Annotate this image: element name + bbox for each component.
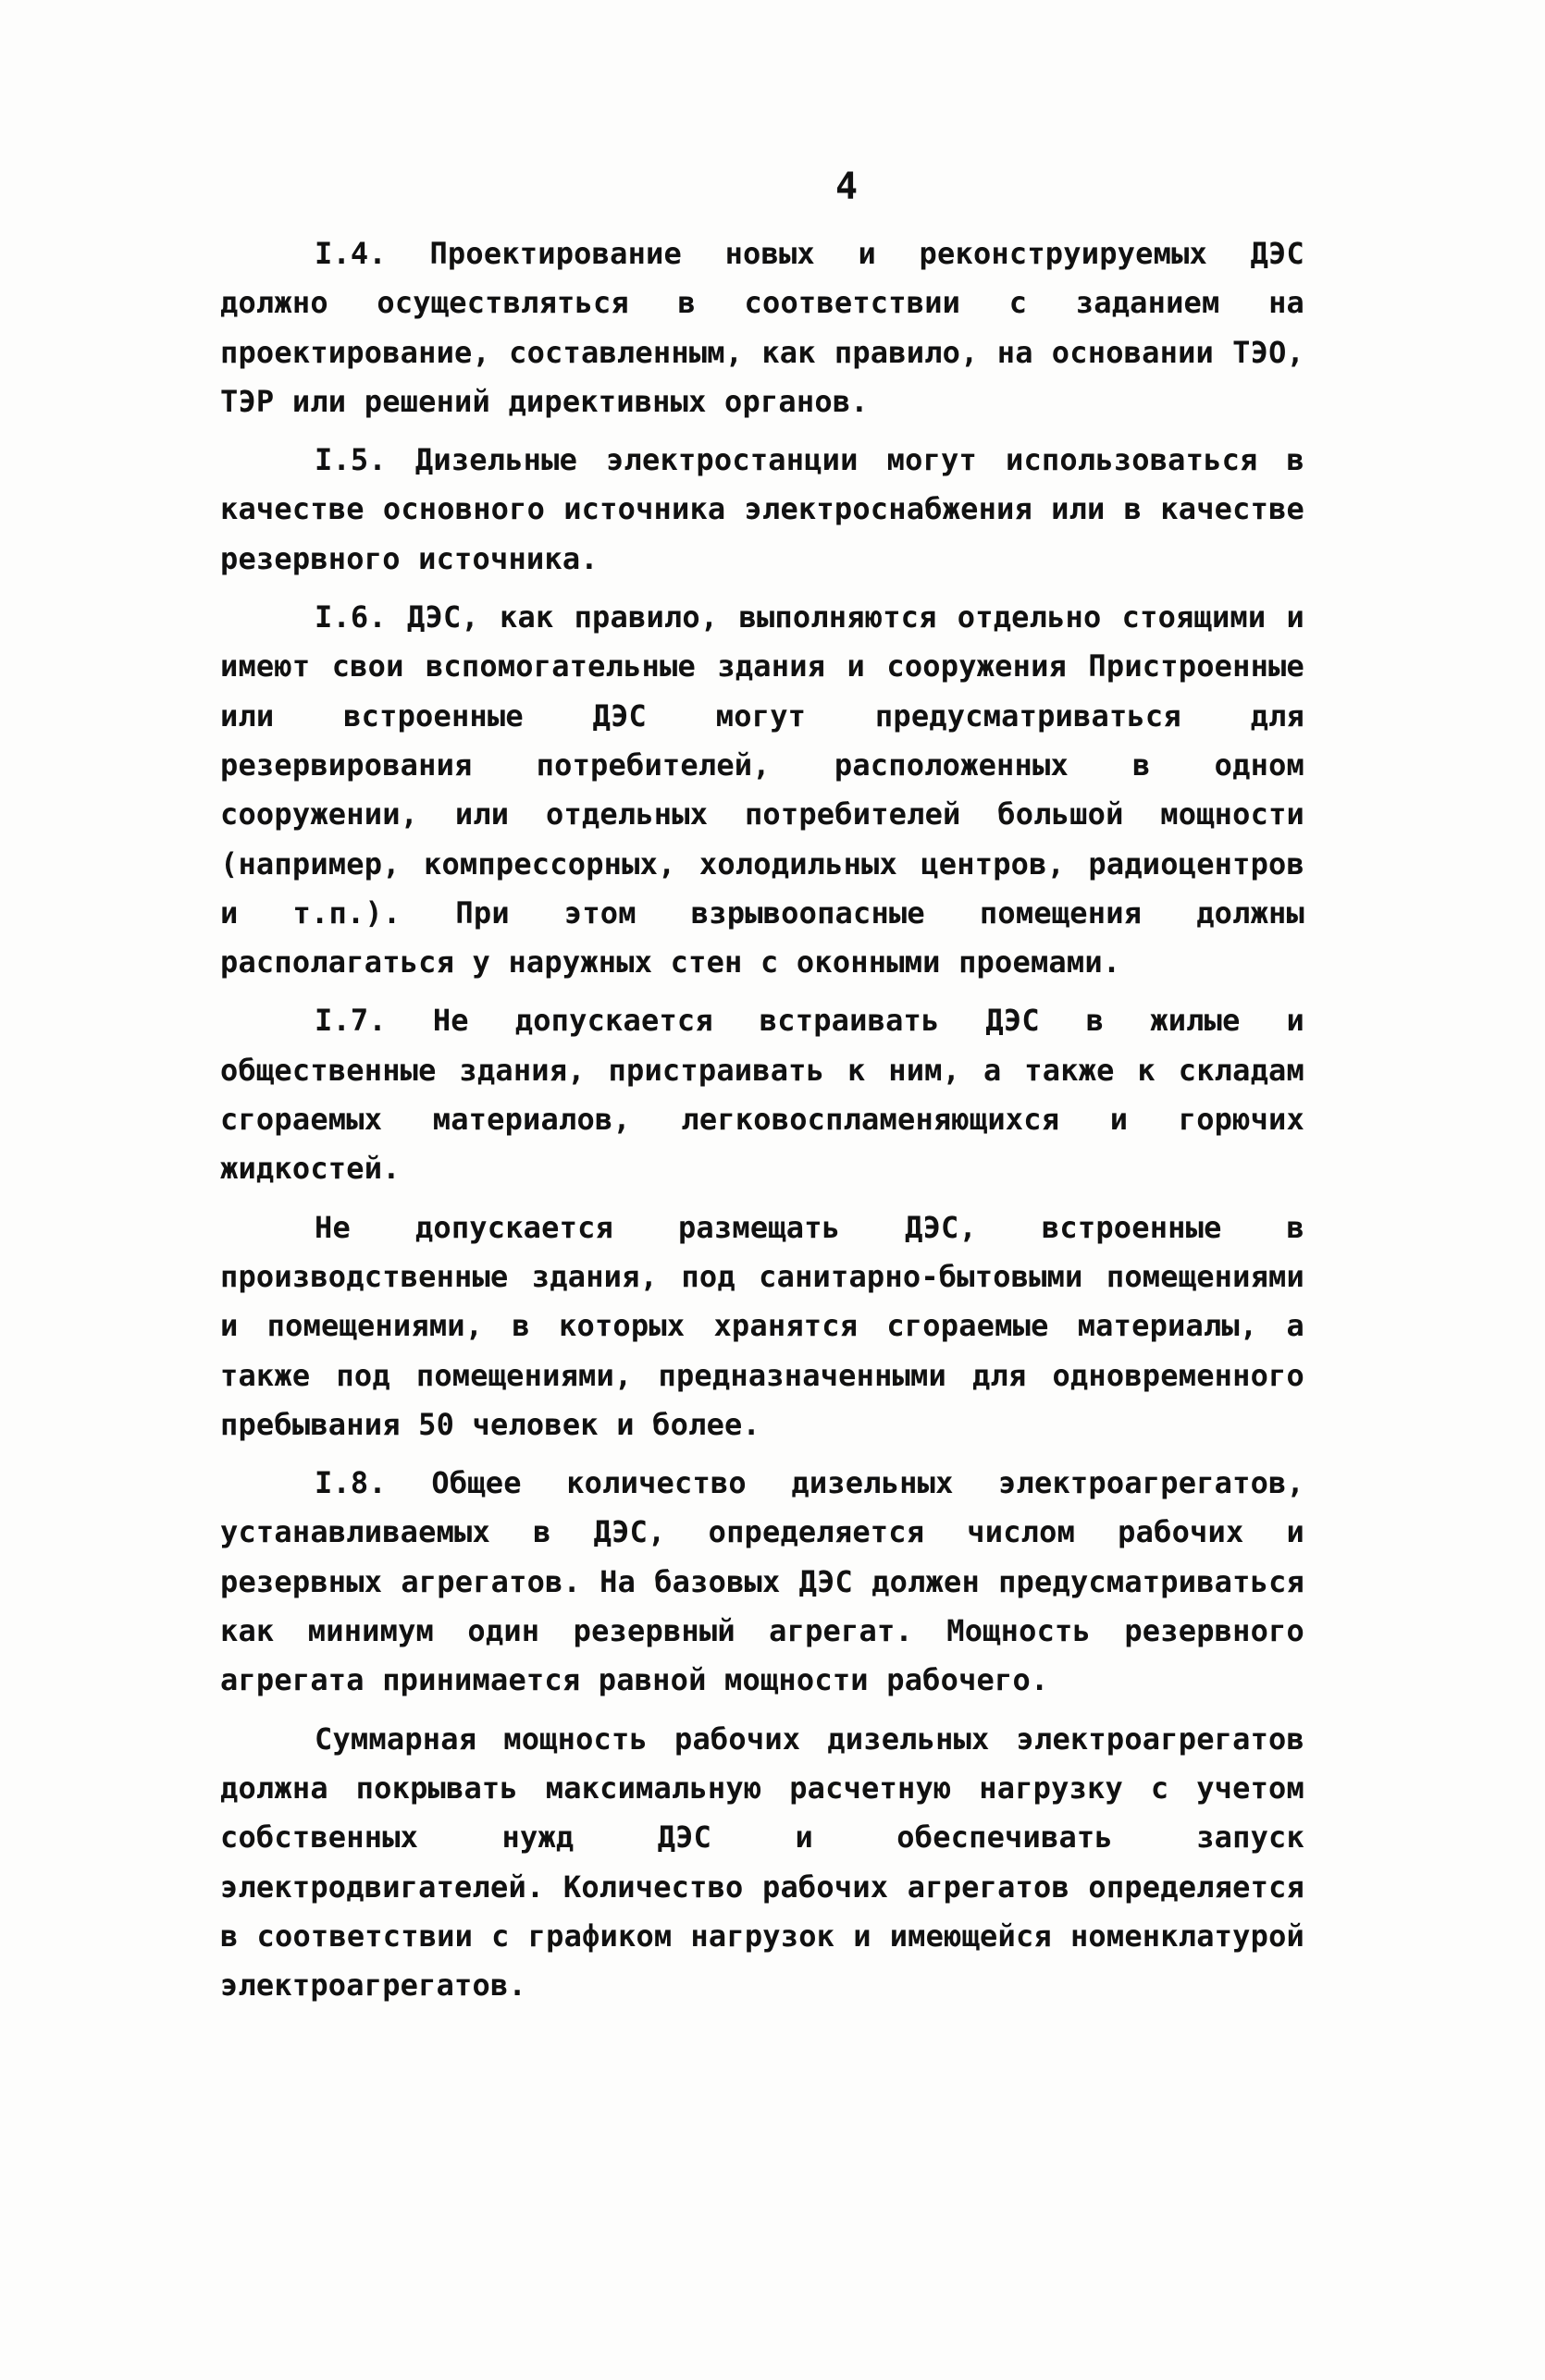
- paragraph-1-7-continued: Не допускается размещать ДЭС, встроенные в производственные здания, под санитарно-бытовыми помещениями и помещениями, в которых хранятся сгораемые материалы, а также под помещениями, предназначенными для одновременного пребывания 50 человек и более.: [220, 1209, 1304, 1442]
- document-body: [220, 229, 1304, 2010]
- paragraph-1-4: I.4. Проектирование новых и реконструируемых ДЭС должно осуществляться в соответствии с заданием на проектирование, составленным, как правило, на основании ТЭО, ТЭР или решений директивных органов.: [220, 236, 1304, 419]
- paragraph-1-6: I.6. ДЭС, как правило, выполняются отдельно стоящими и имеют свои вспомогательные здания и сооружения Пристроенные или встроенные ДЭС могут предусматриваться для резервирования потребителей, расположенных в одном сооружении, или отдельных потребителей большой мощности (например, компрессорных, холодильных центров, радиоцентров и т.п.). При этом взрывоопасные помещения должны располагаться у наружных стен с оконными проемами.: [220, 599, 1304, 980]
- page-number: 4: [834, 166, 859, 208]
- paragraph-1-8-continued: Суммарная мощность рабочих дизельных электроагрегатов должна покрывать максимальную расчетную нагрузку с учетом собственных нужд ДЭС и обеспечивать запуск электродвигателей. Количество рабочих агрегатов определяется в соответствии с графиком нагрузок и имеющейся номенклатурой электроагрегатов.: [220, 1720, 1304, 2004]
- paragraph-1-5: I.5. Дизельные электростанции могут использоваться в качестве основного источника электроснабжения или в качестве резервного источника.: [220, 442, 1304, 576]
- paragraph-1-8: I.8. Общее количество дизельных электроагрегатов, устанавливаемых в ДЭС, определяется числом рабочих и резервных агрегатов. На базовых ДЭС должен предусматриваться как минимум один резервный агрегат. Мощность резервного агрегата принимается равной мощности рабочего.: [220, 1465, 1304, 1698]
- paragraph-1-7: I.7. Не допускается встраивать ДЭС в жилые и общественные здания, пристраивать к ним, а также к складам сгораемых материалов, легковоспламеняющихся и горючих жидкостей.: [220, 1003, 1304, 1187]
